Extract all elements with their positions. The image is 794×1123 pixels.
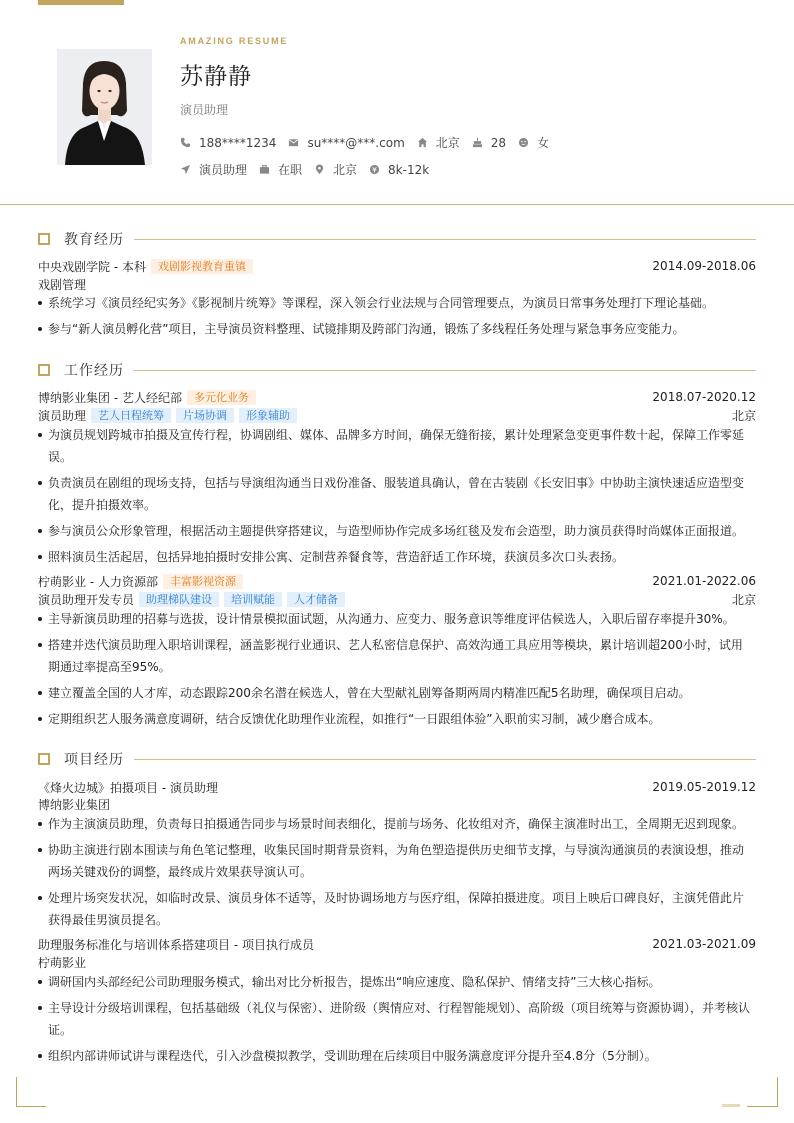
work-location: 北京 <box>731 592 756 607</box>
work-role: 演员助理 <box>38 408 87 423</box>
project-bullet: 处理片场突发状况，如临时改景、演员身体不适等，及时协调场地方与医疗组，保障拍摄进度。项目上映后口碑良好，主演凭借此片获得最佳男演员提名。 <box>38 888 750 931</box>
section-marker-icon <box>38 233 50 245</box>
project-bullet: 主导设计分级培训课程，包括基础级（礼仪与保密）、进阶级（舆情应对、行程智能规划）、高阶级（项目统筹与资源协调），并考核认证。 <box>38 998 750 1041</box>
profile-photo <box>57 49 152 165</box>
work-bullet: 定期组织艺人服务满意度调研，结合反馈优化助理作业流程，如推行“一日跟组体验”入职前实习制，减少磨合成本。 <box>38 709 750 731</box>
age-text: 28 <box>490 135 507 150</box>
work-bullet: 参与演员公众形象管理，根据活动主题提供穿搭建议，与造型师协作完成多场红毯及发布会造型，助力演员获得时尚媒体正面报道。 <box>38 521 750 543</box>
intent-status <box>259 161 302 178</box>
project-name: 助理服务标准化与培训体系搭建项目 - 项目执行成员 <box>38 937 314 952</box>
work-location: 北京 <box>731 408 756 423</box>
work-bullet: 为演员规划跨城市拍摄及宣传行程，协调剧组、媒体、品牌多方时间，确保无缝衔接，累计处理紧急变更事件数十起，保障工作零延误。 <box>38 425 750 468</box>
gender-icon <box>518 137 529 148</box>
work-bullet: 主导新演员助理的招募与选拔，设计情景模拟面试题，从沟通力、应变力、服务意识等维度评估候选人，入职后留存率提升30%。 <box>38 609 750 631</box>
location-pin-icon <box>314 164 325 175</box>
project-date: 2021.03-2021.09 <box>652 937 756 951</box>
cake-icon <box>472 137 483 148</box>
project-bullet: 组织内部讲师试讲与课程迭代，引入沙盘模拟教学，受训助理在后续项目中服务满意度评分提升至4.8分（5分制）。 <box>38 1046 750 1068</box>
project-entry-header <box>38 936 756 952</box>
salary-icon <box>369 164 380 175</box>
intent-city-text: 北京 <box>333 163 358 177</box>
project-org-line <box>38 954 756 970</box>
intent-position <box>180 161 247 178</box>
contact-row <box>180 134 561 151</box>
contact-city <box>417 134 460 151</box>
edu-bullet: 参与“新人演员孵化营”项目，主导演员资料整理、试镜排期及跨部门沟通，锻炼了多线程任务处理与紧急事务应变能力。 <box>38 319 750 341</box>
work-role-tag: 片场协调 <box>176 408 234 423</box>
section-rule <box>134 239 756 240</box>
project-bullet: 协助主演进行剧本围读与角色笔记整理，收集民国时期背景资料，为角色塑造提供历史细节支撑，与导演沟通演员的表演设想，推动两场关键戏份的调整，最终成片效果获导演认可。 <box>38 840 750 883</box>
city-text: 北京 <box>435 136 460 150</box>
edu-school: 中央戏剧学院 - 本科 <box>38 259 146 274</box>
section-title: 教育经历 <box>64 232 124 248</box>
section-marker-icon <box>38 364 50 376</box>
project-org-line <box>38 796 756 812</box>
briefcase-icon <box>259 164 270 175</box>
work-entry-header <box>38 389 756 405</box>
contact-gender <box>518 134 549 151</box>
work-role-tag: 助理梯队建设 <box>139 592 219 607</box>
work-role: 演员助理开发专员 <box>38 592 135 607</box>
work-bullet: 搭建并迭代演员助理入职培训课程，涵盖影视行业通识、艺人私密信息保护、高效沟通工具应用等模块，累计培训超200小时，试用期通过率提高至95%。 <box>38 635 750 678</box>
edu-date: 2014.09-2018.06 <box>652 259 756 273</box>
work-company: 柠萌影业 - 人力资源部 <box>38 574 158 589</box>
project-org: 博纳影业集团 <box>38 797 111 812</box>
corner-ornament-left <box>16 1077 46 1107</box>
section-work-heading <box>38 360 756 380</box>
edu-entry-header <box>38 258 756 274</box>
work-bullet: 负责演员在剧组的现场支持，包括与导演组沟通当日戏份准备、服装道具确认，曾在古装剧《长安旧事》中协助主演快速适应造型变化，提升拍摄效率。 <box>38 473 750 516</box>
send-icon <box>180 164 191 175</box>
footer-dash <box>722 1104 740 1107</box>
edu-major: 戏剧管理 <box>38 277 87 292</box>
work-entry-header <box>38 573 756 589</box>
work-bullet: 照料演员生活起居，包括异地拍摄时安排公寓、定制营养餐食等，营造舒适工作环境，获演员多次口头表扬。 <box>38 547 750 569</box>
email-text: su****@***.com <box>307 135 405 150</box>
work-date: 2018.07-2020.12 <box>652 390 756 404</box>
contact-phone <box>180 136 276 150</box>
contact-email <box>288 136 404 150</box>
project-entry-header <box>38 779 756 795</box>
resume-brand: AMAZING RESUME <box>180 36 289 46</box>
portrait-illustration <box>57 49 152 165</box>
phone-icon <box>180 137 191 148</box>
work-role-tag: 培训赋能 <box>224 592 282 607</box>
phone-text: 188****1234 <box>199 135 277 150</box>
work-role-line <box>38 407 756 423</box>
project-bullet: 作为主演演员助理，负责每日拍摄通告同步与场景时间表细化，提前与场务、化妆组对齐，确保主演准时出工，全周期无迟到现象。 <box>38 814 750 836</box>
intent-city <box>314 161 357 178</box>
work-role-tag: 人才储备 <box>287 592 345 607</box>
section-rule <box>134 759 756 760</box>
corner-ornament-right <box>747 1077 778 1107</box>
edu-school-tag: 戏剧影视教育重镇 <box>151 259 253 274</box>
intent-salary <box>369 163 429 177</box>
work-company-tag: 丰富影视资源 <box>163 574 243 589</box>
project-name: 《烽火边城》拍摄项目 - 演员助理 <box>38 780 218 795</box>
project-date: 2019.05-2019.12 <box>652 780 756 794</box>
section-marker-icon <box>38 753 50 765</box>
header-divider <box>0 204 794 205</box>
work-role-line <box>38 591 756 607</box>
job-intent-row <box>180 161 441 178</box>
intent-position-text: 演员助理 <box>199 163 248 177</box>
work-date: 2021.01-2022.06 <box>652 574 756 588</box>
work-company: 博纳影业集团 - 艺人经纪部 <box>38 390 182 405</box>
contact-age <box>472 136 506 150</box>
project-org: 柠萌影业 <box>38 955 87 970</box>
section-rule <box>134 370 756 371</box>
mail-icon <box>288 137 299 148</box>
intent-salary-text: 8k-12k <box>388 162 430 177</box>
section-title: 项目经历 <box>64 752 124 768</box>
home-icon <box>417 137 428 148</box>
work-role-tag: 形象辅助 <box>239 408 297 423</box>
candidate-name: 苏静静 <box>180 64 252 90</box>
work-role-tag: 艺人日程统筹 <box>91 408 171 423</box>
work-company-tag: 多元化业务 <box>187 390 256 405</box>
work-bullet: 建立覆盖全国的人才库，动态跟踪200余名潜在候选人，曾在大型献礼剧筹备期两周内精准匹配5名助理，确保项目启动。 <box>38 683 750 705</box>
section-education-heading <box>38 229 756 249</box>
candidate-title: 演员助理 <box>180 103 229 117</box>
intent-status-text: 在职 <box>278 163 303 177</box>
project-bullet: 调研国内头部经纪公司助理服务模式，输出对比分析报告，提炼出“响应速度、隐私保护、情绪支持”三大核心指标。 <box>38 972 750 994</box>
section-projects-heading <box>38 749 756 769</box>
gender-text: 女 <box>537 136 550 150</box>
edu-bullet: 系统学习《演员经纪实务》《影视制片统筹》等课程，深入领会行业法规与合同管理要点，为演员日常事务处理打下理论基础。 <box>38 293 750 315</box>
edu-major-line <box>38 276 756 292</box>
section-title: 工作经历 <box>64 363 124 379</box>
top-accent-bar <box>38 0 124 5</box>
